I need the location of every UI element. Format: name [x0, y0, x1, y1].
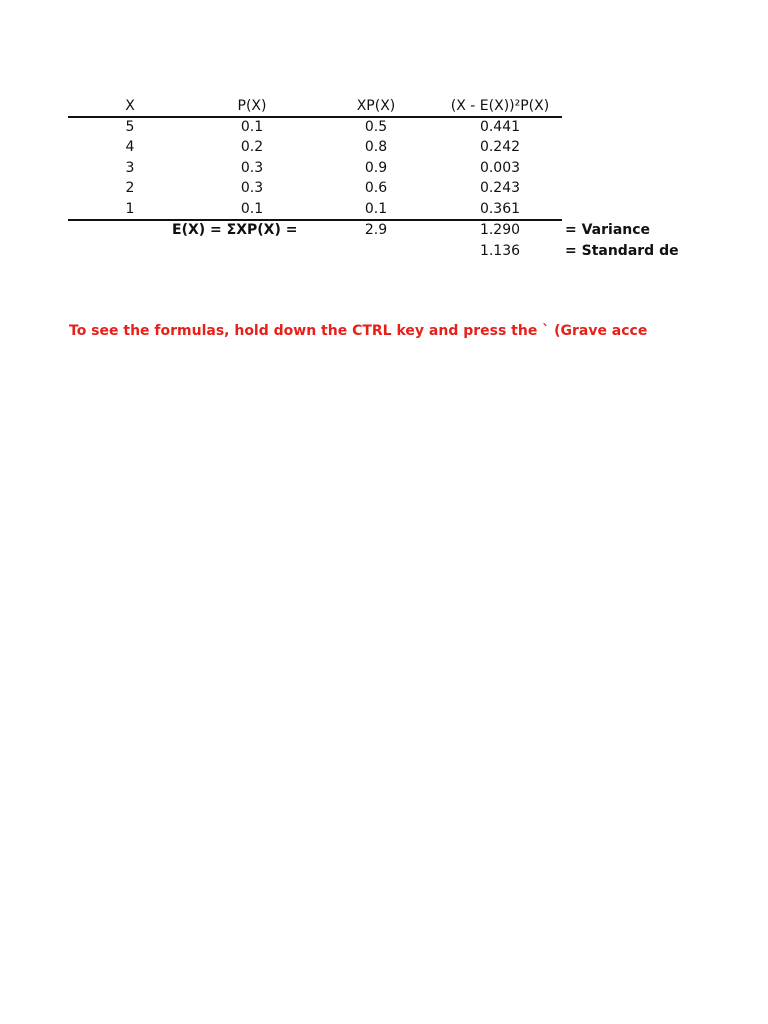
- table-cell: 0.3: [240, 160, 264, 176]
- table-cell: 0.6: [364, 180, 388, 196]
- table-cell: 0.3: [240, 180, 264, 196]
- table-cell: 5: [125, 119, 135, 135]
- table-cell: 0.8: [364, 139, 388, 155]
- table-cell: 3: [125, 160, 135, 176]
- table-cell: 0.5: [364, 119, 388, 135]
- table-cell: 0.361: [479, 201, 521, 217]
- variance-label: = Variance: [565, 222, 651, 238]
- table-cell: 0.003: [479, 160, 521, 176]
- table-cell: 0.2: [240, 139, 264, 155]
- table-cell: 0.9: [364, 160, 388, 176]
- table-cell: 0.1: [240, 201, 264, 217]
- table-cell: 4: [125, 139, 135, 155]
- header-variance-term: (X - E(X))²P(X): [450, 98, 550, 114]
- header-rule: [68, 116, 562, 118]
- expected-value: 2.9: [364, 222, 388, 238]
- expected-value-label: E(X) = ΣXP(X) =: [172, 222, 298, 238]
- table-cell: 0.1: [240, 119, 264, 135]
- stddev-value: 1.136: [479, 243, 521, 259]
- table-cell: 1: [125, 201, 135, 217]
- totals-rule: [68, 219, 562, 221]
- stddev-label: = Standard de: [565, 243, 679, 259]
- header-px: P(X): [237, 98, 267, 114]
- formula-hint-note: To see the formulas, hold down the CTRL key and press the ` (Grave acce: [69, 323, 648, 339]
- table-cell: 2: [125, 180, 135, 196]
- table-cell: 0.242: [479, 139, 521, 155]
- table-cell: 0.1: [364, 201, 388, 217]
- header-x: X: [125, 98, 135, 114]
- table-cell: 0.441: [479, 119, 521, 135]
- table-cell: 0.243: [479, 180, 521, 196]
- header-xpx: XP(X): [356, 98, 396, 114]
- variance-value: 1.290: [479, 222, 521, 238]
